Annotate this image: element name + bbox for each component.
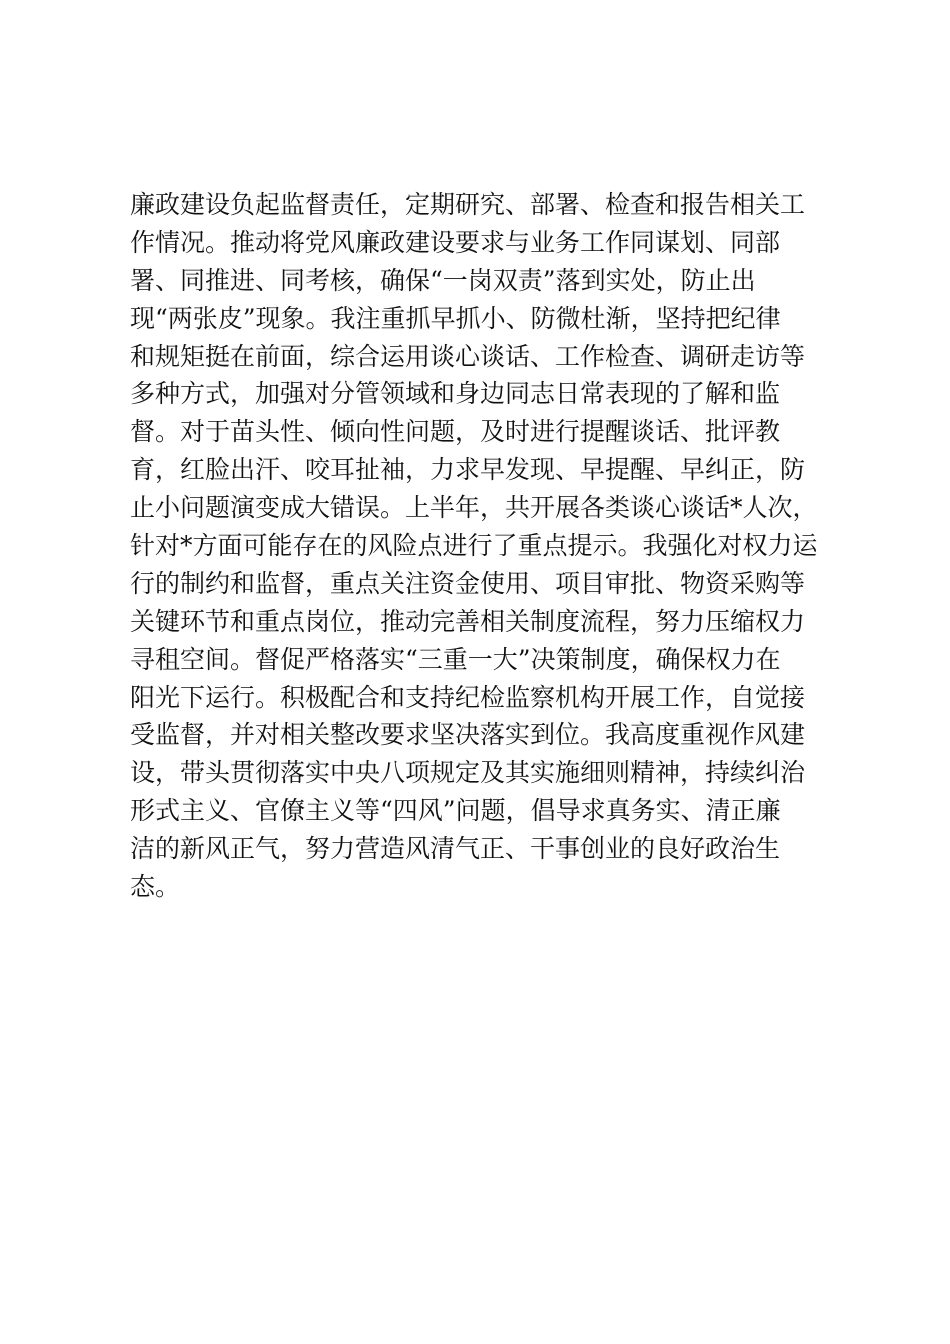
text-line: 止小问题演变成大错误。上半年，共开展各类谈心谈话*人次， — [130, 493, 818, 523]
text-line: 态。 — [130, 872, 181, 902]
text-line: 督。对于苗头性、倾向性问题，及时进行提醒谈话、批评教 — [130, 417, 781, 447]
text-line: 设，带头贯彻落实中央八项规定及其实施细则精神，持续纠治 — [130, 758, 806, 788]
text-line: 关键环节和重点岗位，推动完善相关制度流程，努力压缩权力 — [130, 606, 806, 636]
text-line: 作情况。推动将党风廉政建设要求与业务工作同谋划、同部 — [130, 227, 781, 257]
body-paragraph — [130, 186, 850, 906]
text-line: 针对*方面可能存在的风险点进行了重点提示。我强化对权力运 — [130, 531, 818, 561]
text-line: 署、同推进、同考核，确保“一岗双责”落到实处，防止出 — [130, 265, 756, 295]
text-line: 廉政建设负起监督责任，定期研究、部署、检查和报告相关工 — [130, 190, 806, 219]
text-line: 现“两张皮”现象。我注重抓早抓小、防微杜渐，坚持把纪律 — [130, 303, 781, 333]
text-line: 形式主义、官僚主义等“四风”问题，倡导求真务实、清正廉 — [130, 796, 781, 826]
text-line: 受监督，并对相关整改要求坚决落实到位。我高度重视作风建 — [130, 720, 806, 750]
text-line: 行的制约和监督，重点关注资金使用、项目审批、物资采购等 — [130, 568, 806, 598]
text-line: 洁的新风正气，努力营造风清气正、干事创业的良好政治生 — [130, 834, 781, 864]
text-line: 阳光下运行。积极配合和支持纪检监察机构开展工作，自觉接 — [130, 682, 806, 712]
text-line: 育，红脸出汗、咬耳扯袖，力求早发现、早提醒、早纠正，防 — [130, 455, 806, 485]
text-line: 多种方式，加强对分管领域和身边同志日常表现的了解和监 — [130, 379, 781, 409]
text-line: 和规矩挺在前面，综合运用谈心谈话、工作检查、调研走访等 — [130, 341, 806, 371]
text-line: 寻租空间。督促严格落实“三重一大”决策制度，确保权力在 — [130, 644, 781, 674]
